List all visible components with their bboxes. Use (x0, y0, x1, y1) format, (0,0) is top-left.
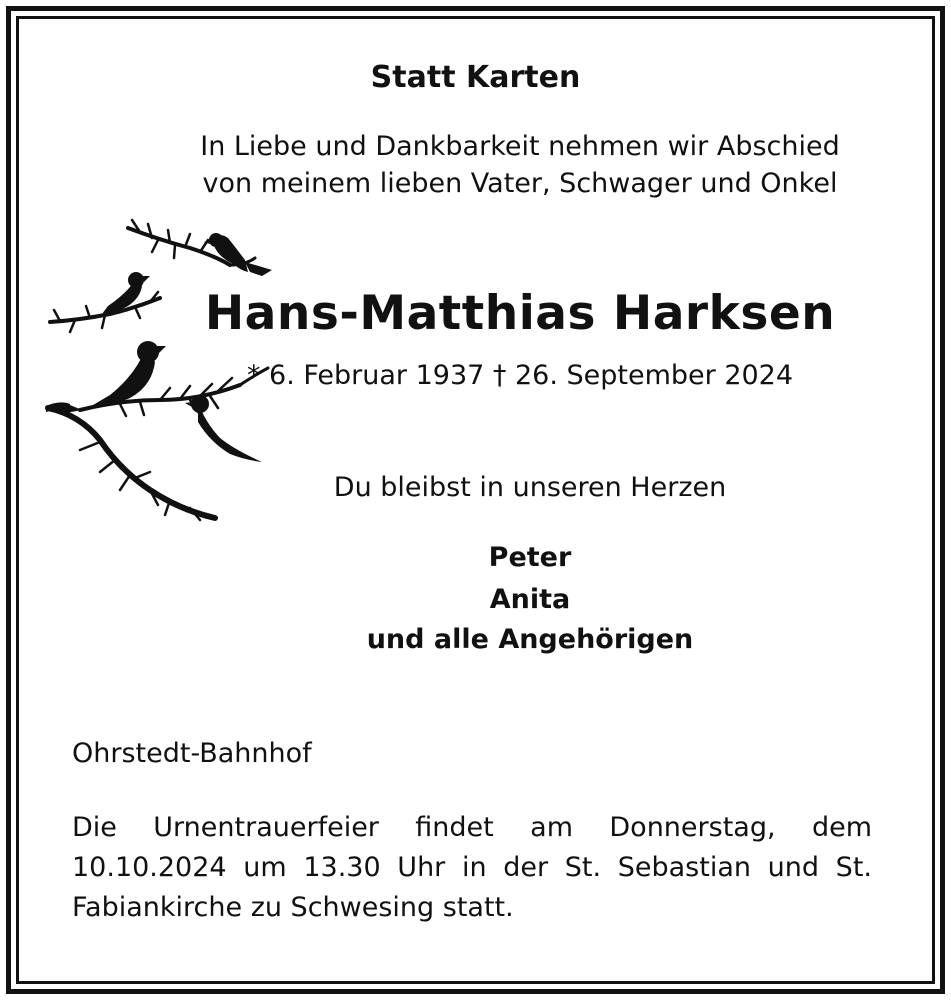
intro-line-1: In Liebe und Dankbarkeit nehmen wir Abschied (200, 131, 840, 162)
intro-line-2: von meinem lieben Vater, Schwager und Onkel (202, 168, 838, 199)
signatory-2: Anita (489, 584, 571, 615)
signatory-3: und alle Angehörigen (366, 624, 694, 655)
ceremony-text: Die Urnentrauerfeier findet am Donnerstag, dem 10.10.2024 um 13.30 Uhr in der St. Sebastian und St. Fabiankirche zu Schwesing statt. (72, 812, 872, 923)
signatory-1: Peter (488, 542, 572, 573)
life-dates: * 6. Februar 1937 † 26. September 2024 (246, 360, 794, 391)
motto-text: Du bleibst in unseren Herzen (333, 472, 727, 503)
place-name: Ohrstedt-Bahnhof (72, 738, 312, 769)
deceased-name: Hans-Matthias Harksen (204, 286, 836, 341)
notice-header: Statt Karten (370, 60, 581, 95)
intro-text (140, 128, 900, 202)
